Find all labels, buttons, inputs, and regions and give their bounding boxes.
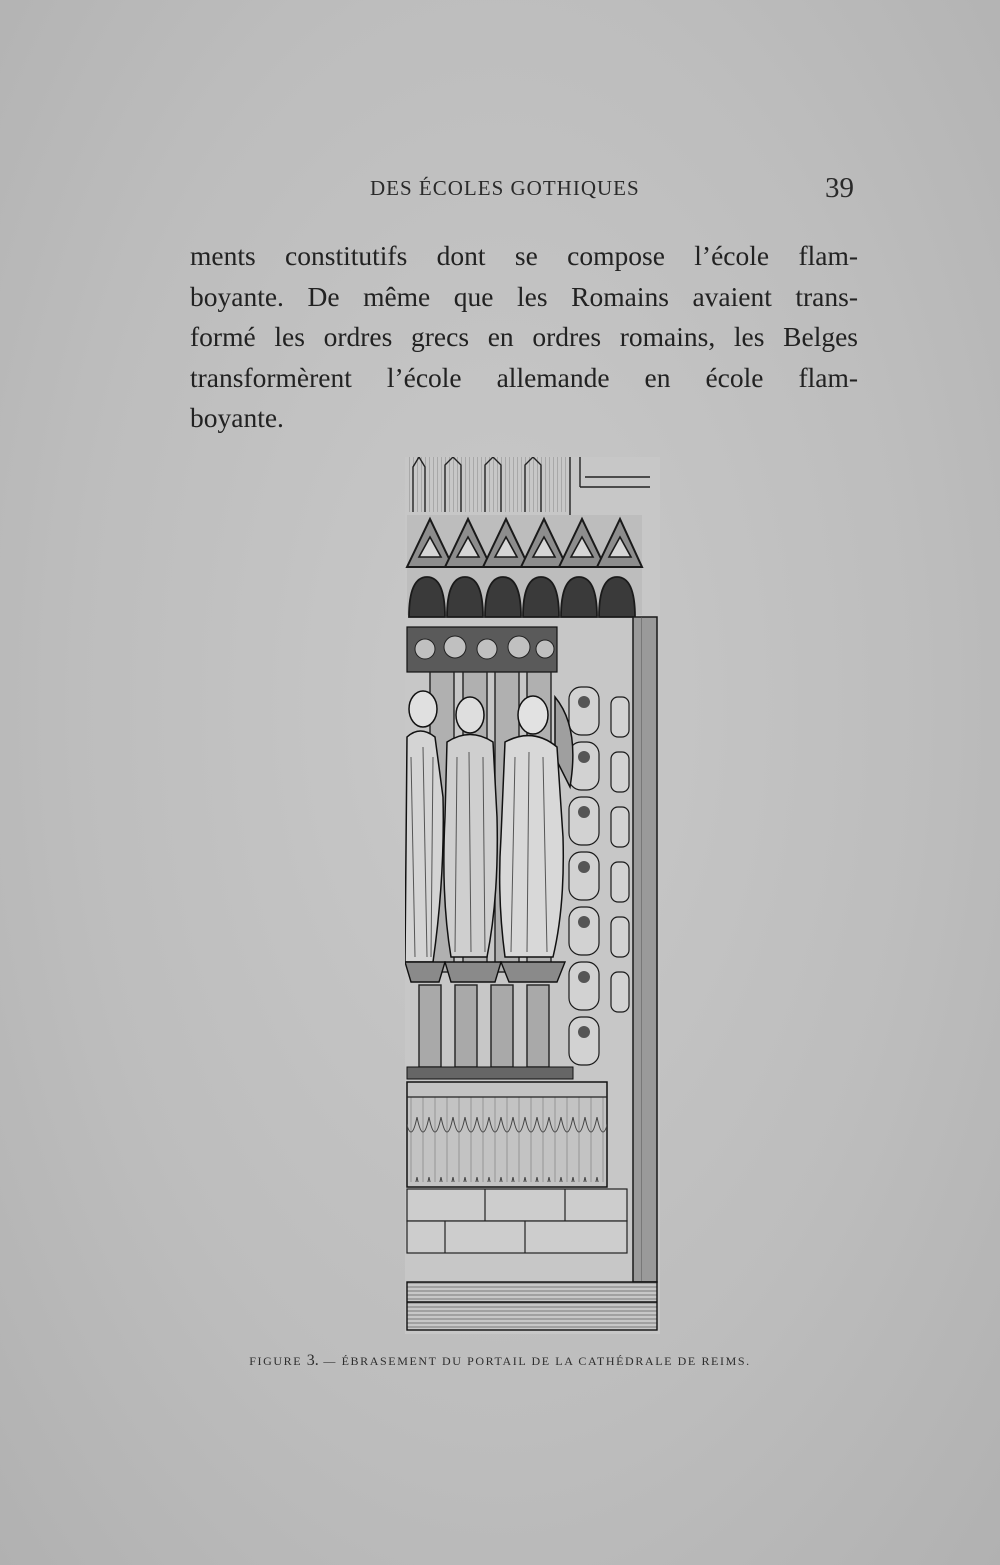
body-line: boyante. De même que les Romains avaient trans- bbox=[190, 280, 858, 312]
portal-engraving-illustration bbox=[405, 457, 660, 1334]
caption-text: — ÉBRASEMENT DU PORTAIL DE LA CATHÉDRALE DE REIMS. bbox=[323, 1354, 751, 1368]
body-paragraph bbox=[190, 236, 858, 439]
running-title: DES ÉCOLES GOTHIQUES bbox=[370, 176, 640, 200]
body-line: ments constitutifs dont se compose l’école flam- bbox=[190, 240, 858, 271]
body-line: transformèrent l’école allemande en école flam- bbox=[190, 361, 858, 393]
body-line: boyante. bbox=[190, 402, 284, 433]
figure-caption bbox=[0, 1352, 1000, 1370]
body-line: formé les ordres grecs en ordres romains, les Belges bbox=[190, 321, 858, 352]
running-head bbox=[190, 172, 860, 208]
caption-number: 3. bbox=[306, 1352, 319, 1369]
caption-label: FIGURE bbox=[249, 1354, 303, 1368]
figure-engraving bbox=[405, 457, 660, 1334]
page-number: 39 bbox=[825, 172, 854, 204]
